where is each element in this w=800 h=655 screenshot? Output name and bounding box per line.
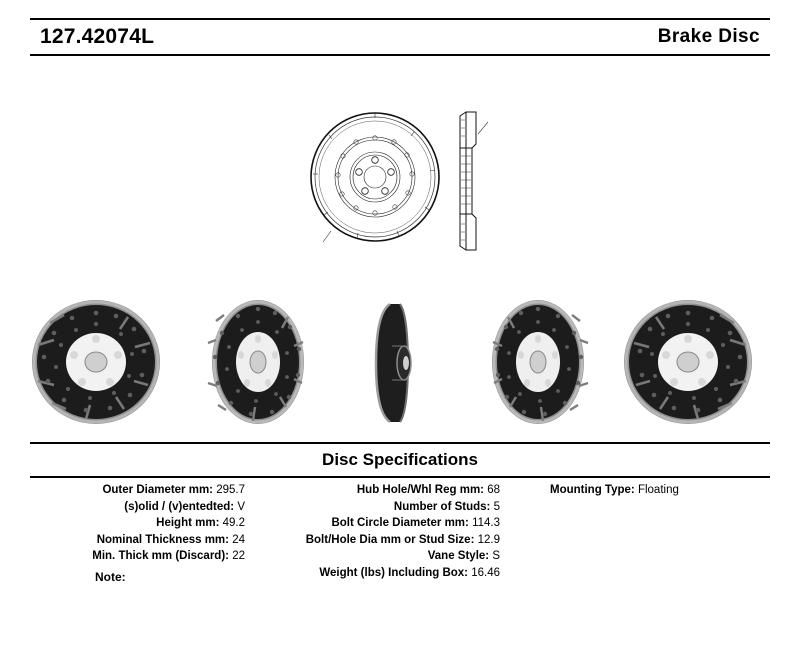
spec-label: Bolt Circle Diameter mm: bbox=[331, 517, 469, 529]
part-number: 127.42074L bbox=[40, 25, 155, 48]
spec-row bbox=[30, 499, 245, 516]
document-header bbox=[30, 18, 770, 56]
note-section bbox=[95, 570, 126, 584]
brake-disc-drilled-slotted-right-angle bbox=[620, 297, 756, 432]
spec-value: Floating bbox=[637, 484, 679, 496]
spec-label: Vane Style: bbox=[427, 550, 490, 562]
spec-columns bbox=[30, 482, 770, 592]
spec-panel-title: Disc Specifications bbox=[322, 450, 478, 469]
spec-value: 12.9 bbox=[477, 533, 500, 546]
spec-column-left bbox=[30, 482, 245, 565]
spec-label: Nominal Thickness mm: bbox=[96, 533, 229, 546]
spec-row bbox=[270, 515, 500, 532]
brake-disc-face-top-view bbox=[305, 102, 445, 257]
brake-disc-drilled-slotted-front-right bbox=[478, 297, 598, 432]
spec-row bbox=[30, 532, 245, 549]
spec-label: Mounting Type: bbox=[550, 484, 635, 496]
spec-label: Outer Diameter mm: bbox=[102, 484, 214, 496]
spec-row bbox=[30, 515, 245, 532]
spec-row bbox=[30, 482, 245, 499]
spec-row bbox=[270, 499, 500, 516]
brake-disc-edge-section-view bbox=[452, 104, 498, 264]
spec-value: 295.7 bbox=[216, 484, 245, 496]
spec-row bbox=[550, 482, 770, 499]
spec-column-right bbox=[550, 482, 770, 499]
brake-disc-edge-profile bbox=[370, 302, 426, 429]
spec-value: 22 bbox=[232, 550, 245, 562]
spec-value: S bbox=[492, 550, 500, 562]
spec-label: Weight (lbs) Including Box: bbox=[319, 566, 469, 579]
spec-value: 68 bbox=[487, 484, 500, 496]
spec-row bbox=[270, 548, 500, 565]
spec-value: 49.2 bbox=[222, 517, 245, 529]
spec-label: (s)olid / (v)entedted: bbox=[124, 500, 235, 513]
spec-value: 114.3 bbox=[472, 517, 500, 529]
spec-value: V bbox=[237, 500, 245, 513]
spec-row bbox=[270, 482, 500, 499]
spec-label: Min. Thick mm (Discard): bbox=[92, 550, 229, 562]
spec-label: Bolt/Hole Dia mm or Stud Size: bbox=[305, 533, 475, 546]
spec-value: 5 bbox=[493, 500, 500, 513]
spec-value: 24 bbox=[232, 533, 245, 546]
spec-row bbox=[30, 548, 245, 565]
disc-specifications-panel bbox=[30, 442, 770, 478]
note-label: Note: bbox=[95, 570, 126, 584]
brake-disc-drilled-slotted-left-angle bbox=[28, 297, 164, 432]
spec-label: Hub Hole/Whl Reg mm: bbox=[356, 484, 484, 496]
spec-row bbox=[270, 565, 500, 582]
technical-drawing-area bbox=[0, 62, 800, 442]
spec-value: 16.46 bbox=[471, 566, 500, 579]
spec-label: Number of Studs: bbox=[393, 500, 491, 513]
spec-row bbox=[270, 532, 500, 549]
spec-label: Height mm: bbox=[156, 517, 220, 529]
page-title: Brake Disc bbox=[657, 26, 760, 47]
spec-column-middle bbox=[270, 482, 500, 581]
brake-disc-drilled-slotted-front-left bbox=[198, 297, 318, 432]
